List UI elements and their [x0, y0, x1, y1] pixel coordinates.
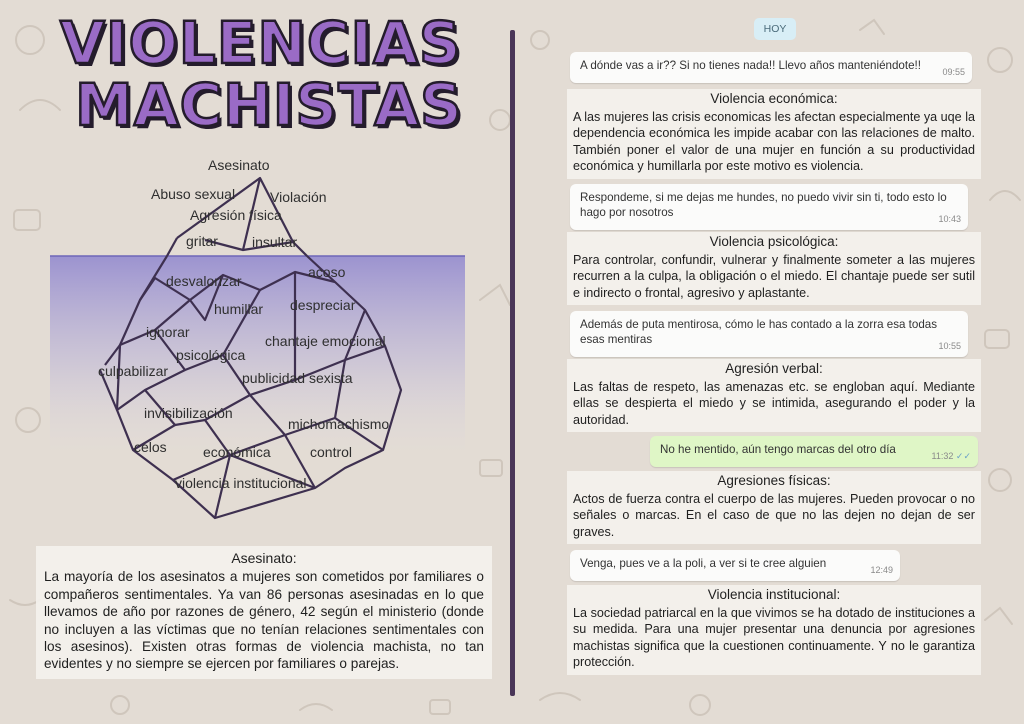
- chat-message-text: A dónde vas a ir?? Si no tienes nada!! Llevo años manteniéndote!!: [580, 59, 921, 72]
- iceberg-label-invisibilizacion: invisibilización: [144, 405, 233, 421]
- chat-message: [570, 184, 968, 230]
- iceberg-label-ignorar: ignorar: [146, 324, 190, 340]
- iceberg-label-institucional: violencia institucional: [175, 475, 307, 491]
- info-heading: Violencia económica:: [710, 91, 838, 106]
- iceberg-label-abuso: Abuso sexual: [151, 186, 236, 202]
- chat-message-time: 11:32 ✓✓: [931, 451, 971, 461]
- iceberg-label-control: control: [310, 444, 353, 460]
- chat-message: [570, 52, 972, 83]
- info-box-verbal: [567, 359, 981, 432]
- info-body: La sociedad patriarcal en la que vivimos se ha dotado de instituciones a su medida. Para una mujer presentar una denuncia por agresiones machistas significa que la cuestionen continuamente. Y no le garantiza protección.: [573, 605, 975, 669]
- info-box-fisicas: [567, 471, 981, 544]
- chat-message-text: No he mentido, aún tengo marcas del otro día: [660, 443, 896, 456]
- info-box-institucional: [567, 585, 981, 675]
- iceberg-label-chantaje: chantaje emocional: [265, 333, 386, 349]
- info-heading: Violencia institucional:: [707, 587, 841, 602]
- iceberg-label-agresion-fisica: Agresión física: [190, 207, 282, 223]
- iceberg-label-economica: económica: [203, 444, 271, 460]
- page-divider: [510, 30, 515, 696]
- chat-message: [570, 550, 900, 581]
- iceberg-label-micromachismo: michomachismo: [288, 416, 390, 432]
- asesinato-body: La mayoría de los asesinatos a mujeres son cometidos por familiares o compañeros sentimentales. Ya van 86 personas asesinadas en lo que llevamos de año por razones de género, 42 según el ministerio (donde no incluyen a las víctimas que no tenían relaciones sentimentales con los asesinos). Existen otras formas de violencia machista, no tan evidentes y no siempre se ejercen por familiares o parejas.: [44, 569, 484, 672]
- asesinato-heading: Asesinato:: [231, 550, 297, 566]
- chat-message: [570, 311, 968, 357]
- iceberg-label-despreciar: despreciar: [290, 297, 356, 313]
- title-line-2: MACHISTAS: [75, 71, 463, 139]
- iceberg-label-violacion: Violación: [270, 189, 327, 205]
- iceberg-label-publicidad: publicidad sexista: [242, 370, 353, 386]
- chat-message-text: Venga, pues ve a la poli, a ver si te cree alguien: [580, 557, 827, 570]
- info-box-economica: [567, 89, 981, 179]
- info-heading: Violencia psicológica:: [709, 234, 839, 249]
- info-heading: Agresión verbal:: [725, 361, 823, 376]
- iceberg-label-gritar: gritar: [186, 233, 218, 249]
- chat-message-time: 12:49: [870, 565, 893, 575]
- asesinato-info-box: [36, 546, 492, 679]
- chat-message-time: 10:55: [938, 341, 961, 351]
- iceberg-label-desvalorizar: desvalorizar: [166, 273, 242, 289]
- day-badge: HOY: [754, 18, 796, 40]
- info-heading: Agresiones físicas:: [717, 473, 831, 488]
- info-body: Actos de fuerza contra el cuerpo de las mujeres. Pueden provocar o no señales o marcas. En el caso de que no las dejen no dejan de ser graves.: [573, 491, 975, 539]
- chat-message-text: Respondeme, si me dejas me hundes, no puedo vivir sin ti, todo esto lo hago por nosotros: [580, 191, 947, 219]
- iceberg-label-celos: celos: [134, 439, 167, 455]
- chat-message-sent: [650, 436, 978, 467]
- info-body: A las mujeres las crisis economicas les afectan especialmente ya uqe la dependencia económica les impide acabar con las relaciones de malto. También poner el valor de una mujer en función a su productividad económica y humillarla por este motivo es violencia.: [573, 109, 975, 173]
- iceberg-label-humillar: humillar: [214, 301, 264, 317]
- chat-message-time: 09:55: [942, 67, 965, 77]
- iceberg-label-psicologica: psicológica: [176, 347, 246, 363]
- chat-message-text: Además de puta mentirosa, cómo le has contado a la zorra esa todas esas mentiras: [580, 318, 938, 346]
- iceberg-label-asesinato: Asesinato: [208, 157, 270, 173]
- iceberg-label-acoso: acoso: [308, 264, 346, 280]
- chat-message-time: 10:43: [938, 214, 961, 224]
- info-body: Las faltas de respeto, las amenazas etc. se engloban aquí. Mediante ellas se despierta el miedo y se intimida, asegurando el poder y la autoridad.: [573, 379, 975, 427]
- iceberg-label-culpabilizar: culpabilizar: [98, 363, 169, 379]
- iceberg-label-insultar: insultar: [252, 234, 298, 250]
- read-ticks-icon: ✓✓: [955, 451, 971, 461]
- title-line-1: VIOLENCIAS: [60, 9, 462, 77]
- info-box-psicologica: [567, 232, 981, 305]
- info-body: Para controlar, confundir, vulnerar y finalmente someter a las mujeres recurren a la culpa, la obligación o el miedo. El chantaje puede ser sutil e indirecto o frontal, agresivo y aplastante.: [573, 252, 975, 300]
